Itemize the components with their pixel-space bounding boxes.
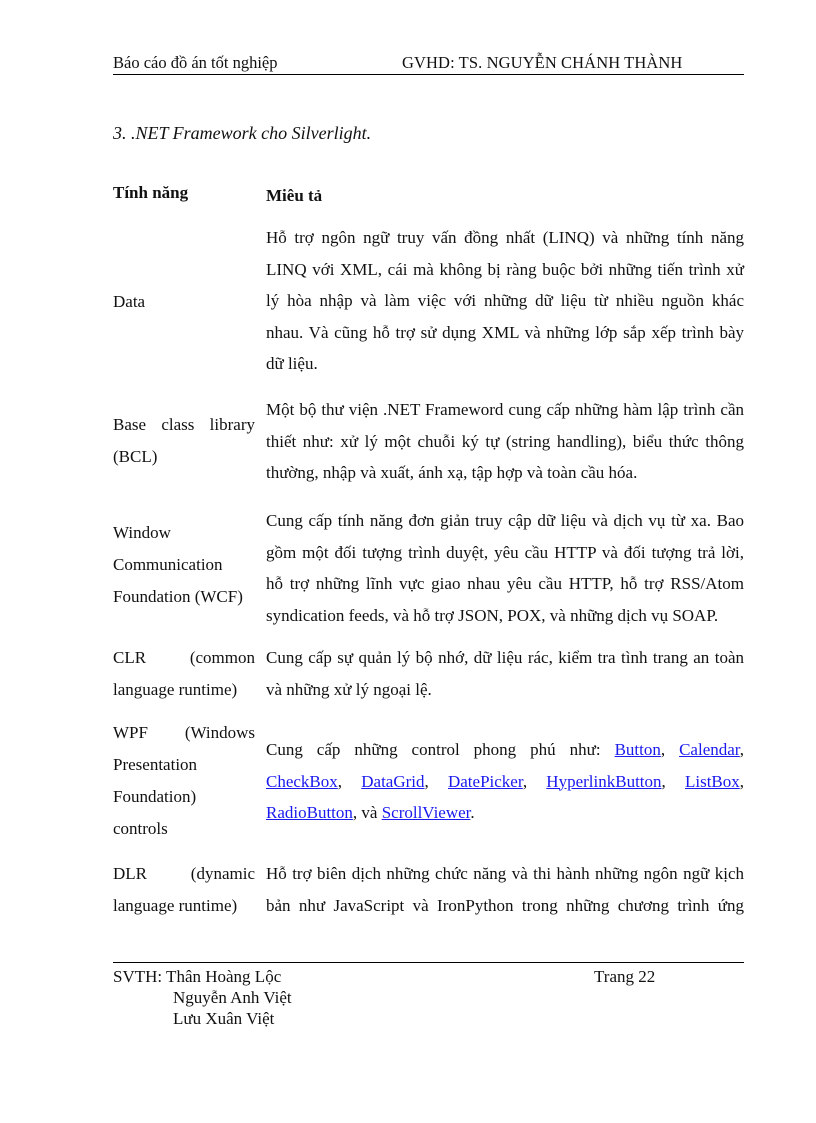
description-cell [266, 858, 744, 921]
column-header-feature: Tính năng [113, 183, 189, 202]
link-datagrid[interactable]: DataGrid [361, 771, 425, 791]
section-title: 3. .NET Framework cho Silverlight. [113, 123, 372, 143]
feature-label: (BCL) [113, 447, 158, 466]
description-line: Một bộ thư viện .NET Frameword cung cấp những hàm lập trình cần [266, 400, 744, 419]
description-line: nhau. Và cũng hỗ trợ sử dụng XML và những lớp sắp xếp trình bày [266, 322, 744, 342]
feature-cell [113, 858, 255, 922]
link-datepicker[interactable]: DatePicker [447, 771, 523, 791]
link-radiobutton[interactable]: RadioButton [266, 803, 353, 822]
feature-label: Foundation) [113, 787, 197, 806]
description-line: thiết như: xử lý một chuỗi ký tự (string handling), biểu thức thông [266, 431, 744, 451]
footer-divider [113, 962, 744, 963]
footer-student-3: Lưu Xuân Việt [173, 1009, 275, 1028]
feature-label: DLR (dynamic [113, 864, 255, 883]
description-line: RadioButton, và ScrollViewer. [266, 803, 475, 822]
header-advisor: GVHD: TS. NGUYỄN CHÁNH THÀNH [402, 53, 683, 72]
feature-label: Window [113, 523, 171, 542]
feature-cell [113, 642, 255, 706]
feature-cell [113, 409, 255, 473]
description-line: Cung cấp tính năng đơn giản truy cập dữ liệu và dịch vụ từ xa. Bao [266, 511, 744, 530]
page-header [113, 52, 744, 75]
link-button[interactable]: Button [614, 740, 661, 759]
feature-label: CLR (common [113, 648, 255, 667]
footer-student-1: SVTH: Thân Hoàng Lộc [113, 967, 282, 986]
feature-label: controls [113, 819, 168, 838]
footer-student-2: Nguyễn Anh Việt [173, 988, 292, 1007]
feature-label: language runtime) [113, 680, 238, 699]
link-hyperlinkbutton[interactable]: HyperlinkButton [546, 771, 662, 791]
page-number: Trang 22 [594, 967, 656, 986]
description-cell [266, 394, 744, 489]
feature-label: Communication [113, 555, 223, 574]
header-report-title: Báo cáo đồ án tốt nghiệp [113, 53, 278, 72]
feature-label: Data [113, 292, 146, 311]
description-cell [266, 505, 744, 631]
description-cell [266, 734, 744, 829]
link-scrollviewer[interactable]: ScrollViewer [381, 803, 471, 822]
description-line: hỗ trợ những lĩnh vực giao nhau yêu cầu HTTP, hỗ trợ RSS/Atom [266, 574, 744, 593]
description-line: Cung cấp sự quản lý bộ nhớ, dữ liệu rác, kiểm tra tình trang an toàn [266, 648, 744, 667]
link-calendar[interactable]: Calendar [679, 740, 740, 759]
feature-cell [113, 517, 255, 613]
and-word: và [361, 803, 378, 822]
description-line: CheckBox, DataGrid, DatePicker, HyperlinkButton, ListBox, [266, 771, 745, 791]
description-line: dữ liệu. [266, 354, 318, 373]
description-line: bản như JavaScript và IronPython trong những chương trình ứng [266, 895, 744, 915]
column-header-description: Miêu tả [266, 186, 323, 205]
description-line: gồm một đối tượng trình duyệt, yêu cầu HTTP và đối tượng trả lời, [266, 542, 744, 562]
description-line: Hỗ trợ biên dịch những chức năng và thi hành những ngôn ngữ kịch [266, 864, 744, 883]
feature-label: Foundation (WCF) [113, 587, 243, 606]
feature-cell [113, 717, 255, 845]
description-line: thường, nhập và xuất, ánh xạ, tập hợp và toàn cầu hóa. [266, 463, 638, 482]
link-listbox[interactable]: ListBox [684, 771, 740, 791]
description-cell [266, 222, 744, 380]
description-line: Hỗ trợ ngôn ngữ truy vấn đồng nhất (LINQ) và những tính năng [266, 228, 744, 247]
feature-label: WPF (Windows [113, 723, 255, 742]
feature-label: Presentation [113, 755, 198, 774]
description-cell [266, 642, 744, 705]
description-line: Cung cấp những control phong phú như: Button, Calendar, [266, 740, 745, 759]
feature-cell [113, 286, 255, 318]
description-line: và những xử lý ngoại lệ. [266, 679, 432, 699]
description-line: LINQ với XML, cái mà không bị ràng buộc bởi những tiến trình xử [266, 259, 744, 279]
description-line: syndication feeds, và hỗ trợ JSON, POX, và những dịch vụ SOAP. [266, 605, 719, 625]
feature-label: language runtime) [113, 896, 238, 915]
description-intro: Cung cấp những control phong phú như: [266, 740, 601, 759]
feature-label: Base class library [113, 415, 255, 434]
description-line: lý hòa nhập và làm việc với những dữ liệu từ nhiều nguồn khác [266, 291, 744, 310]
link-checkbox[interactable]: CheckBox [266, 771, 338, 791]
